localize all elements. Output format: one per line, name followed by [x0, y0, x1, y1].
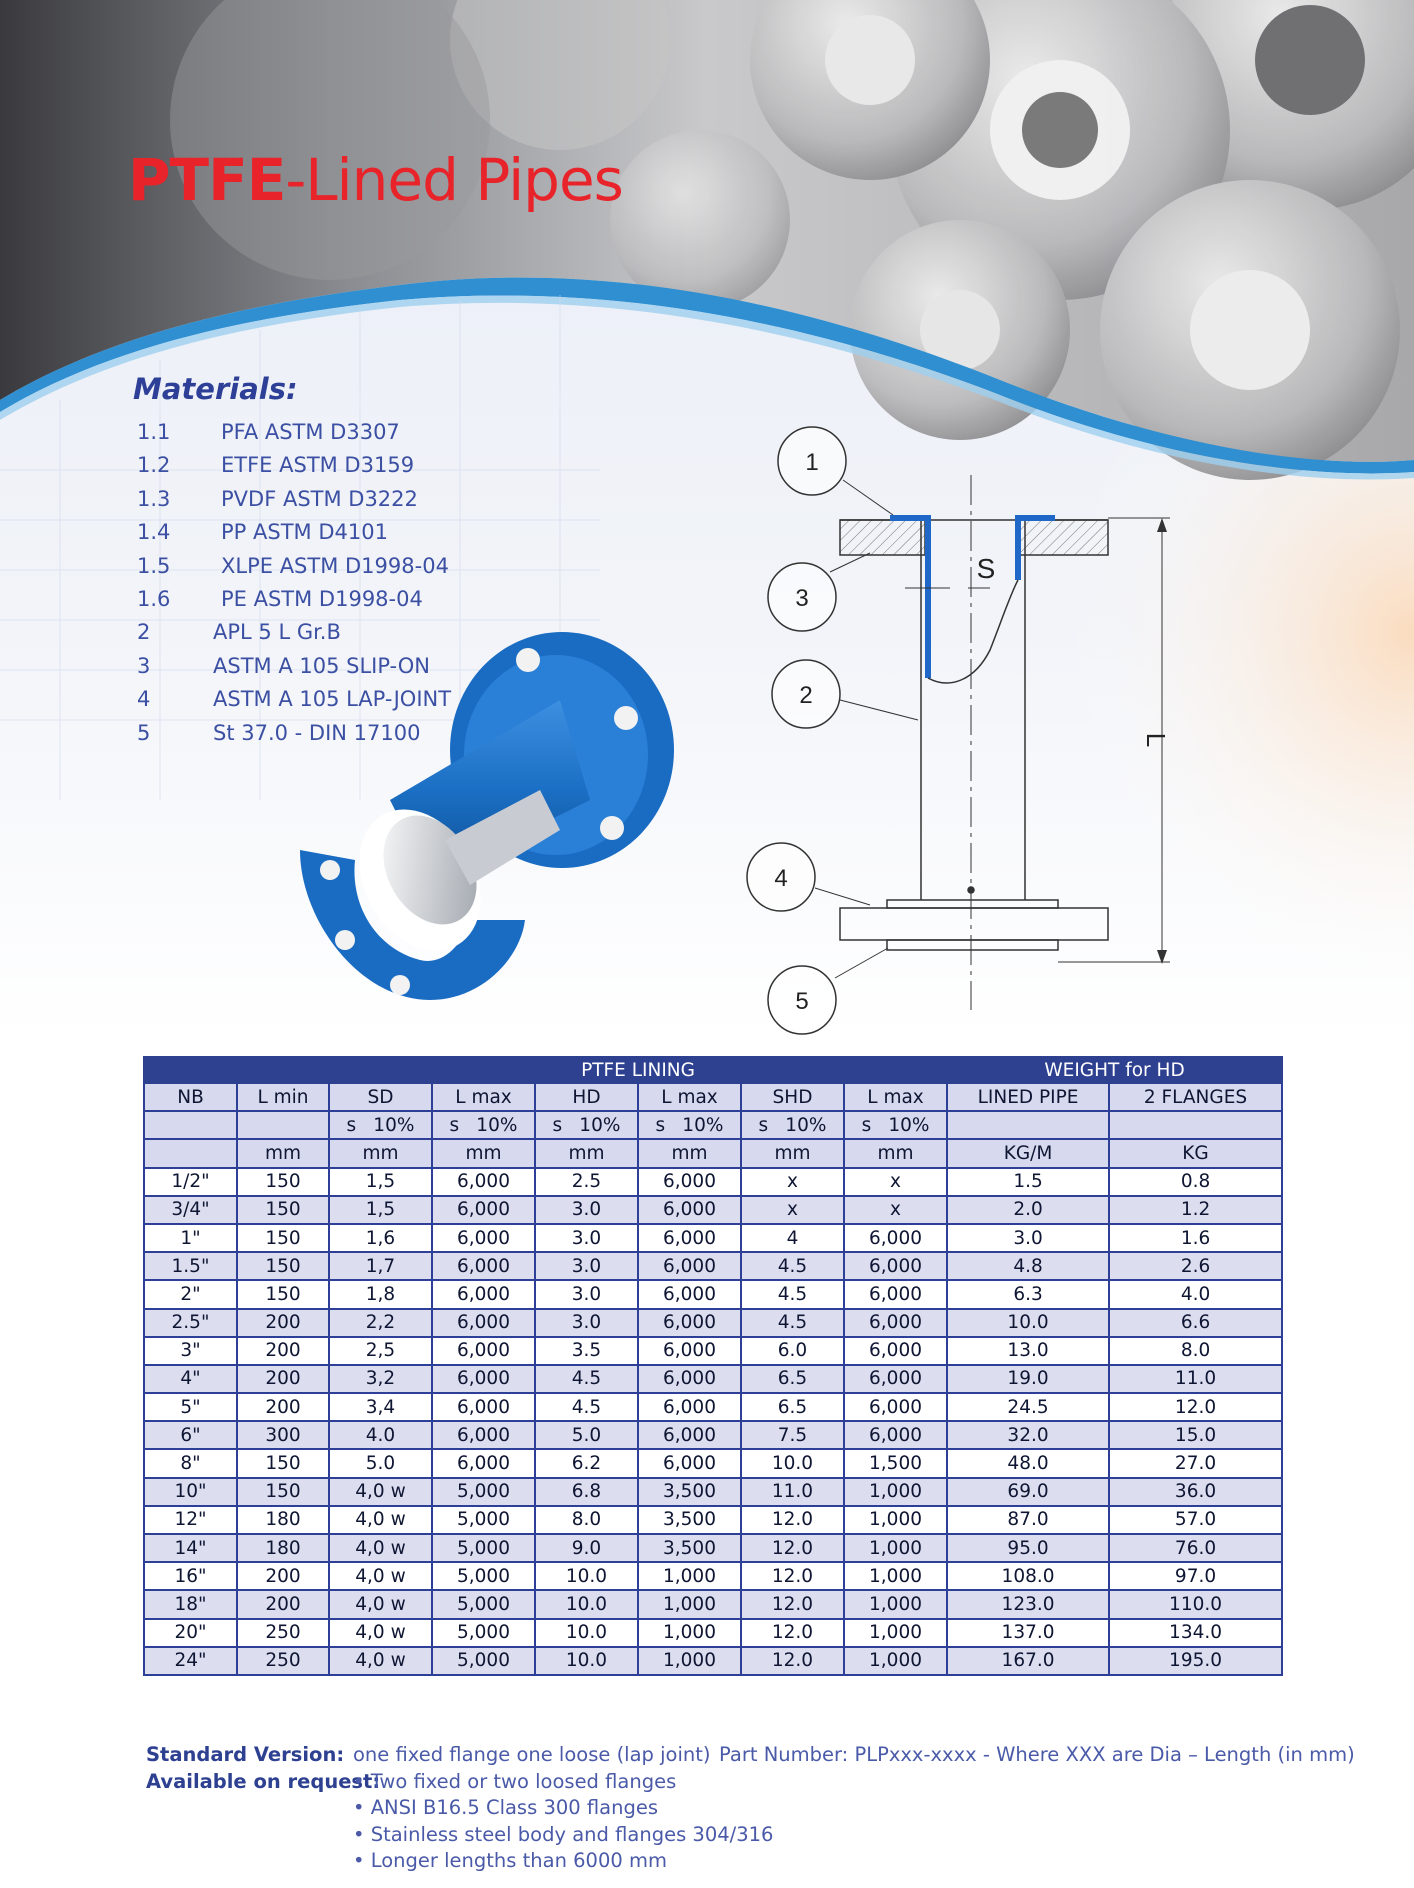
material-text: St 37.0 - DIN 17100 — [213, 720, 421, 745]
table-cell: 6.8 — [535, 1478, 638, 1506]
tol-cell — [741, 1111, 844, 1139]
table-cell: 4,0 w — [329, 1534, 432, 1562]
callout-4: 4 — [774, 865, 788, 892]
table-cell: 1.5 — [947, 1168, 1109, 1196]
table-cell: 150 — [237, 1168, 329, 1196]
table-cell: 1,000 — [844, 1590, 947, 1618]
table-cell: 5,000 — [432, 1562, 535, 1590]
table-cell: 6,000 — [432, 1421, 535, 1449]
table-cell: 200 — [237, 1562, 329, 1590]
material-num: 1.1 — [137, 420, 171, 444]
table-cell: 6,000 — [638, 1337, 741, 1365]
group-ptfe-lining: PTFE LINING — [329, 1057, 947, 1083]
table-row — [144, 1562, 1282, 1590]
table-cell: 1,000 — [844, 1619, 947, 1647]
table-cell: 180 — [237, 1534, 329, 1562]
table-cell: 4,0 w — [329, 1619, 432, 1647]
available-on-request-label: Available on request: — [146, 1769, 381, 1793]
table-row — [144, 1421, 1282, 1449]
material-text: XLPE ASTM D1998-04 — [221, 553, 449, 578]
tol-val: 10% — [888, 1114, 930, 1136]
table-row — [144, 1619, 1282, 1647]
table-cell: 18" — [144, 1590, 237, 1618]
table-cell: 2.5" — [144, 1309, 237, 1337]
table-cell: 6.5 — [741, 1365, 844, 1393]
material-num: 1.2 — [137, 453, 171, 478]
table-cell: 8" — [144, 1449, 237, 1477]
table-cell: 137.0 — [947, 1619, 1109, 1647]
table-cell: x — [741, 1196, 844, 1224]
table-cell: 6,000 — [638, 1224, 741, 1252]
table-cell: 6,000 — [638, 1280, 741, 1308]
table-cell: 2.6 — [1109, 1252, 1282, 1280]
table-cell: 8.0 — [535, 1506, 638, 1534]
table-cell: 9.0 — [535, 1534, 638, 1562]
table-cell: 76.0 — [1109, 1534, 1282, 1562]
table-cell: 5.0 — [329, 1449, 432, 1477]
table-cell: 10.0 — [535, 1647, 638, 1675]
request-item: • ANSI B16.5 Class 300 flanges — [353, 1796, 658, 1819]
table-cell: 3.0 — [535, 1196, 638, 1224]
table-cell: 3,2 — [329, 1365, 432, 1393]
table-cell: 6,000 — [844, 1365, 947, 1393]
table-cell: 1,8 — [329, 1280, 432, 1308]
table-cell: 3,500 — [638, 1506, 741, 1534]
table-cell: 32.0 — [947, 1421, 1109, 1449]
table-cell: 4.8 — [947, 1252, 1109, 1280]
material-text: ETFE ASTM D3159 — [221, 453, 415, 478]
table-cell: 250 — [237, 1647, 329, 1675]
col-2-flanges: 2 FLANGES — [1109, 1083, 1282, 1111]
standard-version-label: Standard Version: — [146, 1743, 345, 1766]
table-cell: 69.0 — [947, 1478, 1109, 1506]
col-nb: NB — [144, 1083, 237, 1111]
technical-drawing — [747, 427, 1170, 1034]
material-num: 1.5 — [137, 553, 171, 578]
table-cell: 6,000 — [844, 1421, 947, 1449]
unit-cell: mm — [237, 1139, 329, 1167]
tol-cell — [844, 1111, 947, 1139]
tol-val: 10% — [373, 1114, 415, 1136]
tol-val: 10% — [785, 1114, 827, 1136]
table-cell: 200 — [237, 1393, 329, 1421]
table-cell: 20" — [144, 1619, 237, 1647]
table-cell: 3.0 — [535, 1309, 638, 1337]
table-cell: 1,000 — [844, 1506, 947, 1534]
table-cell: 12.0 — [741, 1619, 844, 1647]
table-cell: 3.5 — [535, 1337, 638, 1365]
table-cell: 6,000 — [638, 1168, 741, 1196]
table-cell: 180 — [237, 1506, 329, 1534]
material-num: 2 — [137, 620, 151, 645]
material-text: ASTM A 105 LAP-JOINT — [213, 687, 452, 712]
table-cell: 2,2 — [329, 1309, 432, 1337]
callout-3: 3 — [795, 585, 809, 612]
table-cell: 6,000 — [432, 1224, 535, 1252]
table-cell: 16" — [144, 1562, 237, 1590]
table-cell: 3,500 — [638, 1534, 741, 1562]
table-cell: 6,000 — [638, 1252, 741, 1280]
table-cell: 6,000 — [638, 1393, 741, 1421]
tol-sym: s — [861, 1114, 872, 1136]
table-cell: 4,0 w — [329, 1478, 432, 1506]
table-cell: 11.0 — [1109, 1365, 1282, 1393]
table-cell: x — [741, 1168, 844, 1196]
table-cell: 1,5 — [329, 1196, 432, 1224]
table-cell: 3.0 — [535, 1224, 638, 1252]
table-cell: 19.0 — [947, 1365, 1109, 1393]
tol-sym: s — [346, 1114, 357, 1136]
table-row — [144, 1534, 1282, 1562]
material-num: 1.6 — [137, 586, 171, 611]
table-row — [144, 1506, 1282, 1534]
table-cell: 6,000 — [844, 1280, 947, 1308]
table-cell: 200 — [237, 1590, 329, 1618]
material-text: APL 5 L Gr.B — [213, 620, 341, 645]
table-cell: 4 — [741, 1224, 844, 1252]
table-cell: 8.0 — [1109, 1337, 1282, 1365]
table-cell: 1,000 — [638, 1647, 741, 1675]
table-cell: x — [844, 1168, 947, 1196]
table-cell: 150 — [237, 1280, 329, 1308]
table-row — [144, 1196, 1282, 1224]
material-num: 4 — [137, 687, 151, 712]
col-hd: HD — [535, 1083, 638, 1111]
table-cell: 150 — [237, 1196, 329, 1224]
table-cell: 6,000 — [638, 1421, 741, 1449]
material-num: 3 — [137, 653, 151, 678]
table-cell: 4,0 w — [329, 1647, 432, 1675]
unit-cell — [144, 1139, 237, 1167]
table-cell: 4.5 — [741, 1280, 844, 1308]
col-shd: SHD — [741, 1083, 844, 1111]
table-cell: 1.5" — [144, 1252, 237, 1280]
table-cell: 36.0 — [1109, 1478, 1282, 1506]
table-cell: 2,5 — [329, 1337, 432, 1365]
table-cell: 6,000 — [844, 1224, 947, 1252]
table-cell: 24" — [144, 1647, 237, 1675]
table-cell: 2" — [144, 1280, 237, 1308]
table-cell: 2.5 — [535, 1168, 638, 1196]
unit-cell: mm — [741, 1139, 844, 1167]
table-row — [144, 1449, 1282, 1477]
table-cell: 4.5 — [535, 1365, 638, 1393]
table-cell: 12.0 — [741, 1534, 844, 1562]
tol-sym: s — [655, 1114, 666, 1136]
tol-cell — [535, 1111, 638, 1139]
table-cell: 5" — [144, 1393, 237, 1421]
tol-cell — [432, 1111, 535, 1139]
table-cell: 1.6 — [1109, 1224, 1282, 1252]
table-cell: 5,000 — [432, 1590, 535, 1618]
table-cell: 7.5 — [741, 1421, 844, 1449]
unit-cell: KG — [1109, 1139, 1282, 1167]
table-cell: 4.5 — [741, 1252, 844, 1280]
table-cell: 3,4 — [329, 1393, 432, 1421]
tol-sym: s — [758, 1114, 769, 1136]
tol-val: 10% — [682, 1114, 724, 1136]
table-cell: 5,000 — [432, 1647, 535, 1675]
table-cell: 3.0 — [535, 1280, 638, 1308]
material-num: 5 — [137, 720, 151, 745]
table-cell: 57.0 — [1109, 1506, 1282, 1534]
table-cell: 15.0 — [1109, 1421, 1282, 1449]
table-cell: 150 — [237, 1449, 329, 1477]
col-lmax-shd: L max — [844, 1083, 947, 1111]
material-num: 1.3 — [137, 486, 171, 511]
table-cell: 6,000 — [432, 1365, 535, 1393]
title-rest: -Lined Pipes — [285, 146, 623, 214]
unit-cell: mm — [638, 1139, 741, 1167]
table-row — [144, 1224, 1282, 1252]
col-lined-pipe: LINED PIPE — [947, 1083, 1109, 1111]
table-row — [144, 1168, 1282, 1196]
table-cell: 6,000 — [432, 1168, 535, 1196]
table-cell: 6" — [144, 1421, 237, 1449]
material-text: PE ASTM D1998-04 — [221, 586, 423, 611]
table-group-header — [144, 1057, 1282, 1083]
table-cell: 12.0 — [741, 1647, 844, 1675]
table-cell: 6.0 — [741, 1337, 844, 1365]
table-cell: 150 — [237, 1478, 329, 1506]
table-cell: 3,500 — [638, 1478, 741, 1506]
col-lmax-sd: L max — [432, 1083, 535, 1111]
unit-cell: mm — [535, 1139, 638, 1167]
table-cell: 14" — [144, 1534, 237, 1562]
table-row — [144, 1365, 1282, 1393]
table-cell: 13.0 — [947, 1337, 1109, 1365]
table-cell: 6,000 — [432, 1309, 535, 1337]
table-cell: 10.0 — [947, 1309, 1109, 1337]
callout-2: 2 — [799, 682, 813, 709]
request-item: • Longer lengths than 6000 mm — [353, 1849, 667, 1872]
table-cell: 167.0 — [947, 1647, 1109, 1675]
material-text: ASTM A 105 SLIP-ON — [213, 653, 430, 678]
table-cell: 6,000 — [432, 1337, 535, 1365]
table-cell: 1,500 — [844, 1449, 947, 1477]
table-cell: 1,000 — [638, 1590, 741, 1618]
material-text: PP ASTM D4101 — [221, 520, 388, 545]
table-cell: 4" — [144, 1365, 237, 1393]
table-cell: 5.0 — [535, 1421, 638, 1449]
table-cell: 4,0 w — [329, 1590, 432, 1618]
table-cell: 10.0 — [535, 1619, 638, 1647]
table-row — [144, 1590, 1282, 1618]
group-blank — [144, 1057, 329, 1083]
dimension-l-label: L — [1141, 732, 1171, 748]
table-cell: 1,000 — [638, 1562, 741, 1590]
table-cell: 27.0 — [1109, 1449, 1282, 1477]
tol-val: 10% — [476, 1114, 518, 1136]
table-cell: 4.5 — [535, 1393, 638, 1421]
table-cell: 3/4" — [144, 1196, 237, 1224]
table-cell: 12.0 — [741, 1506, 844, 1534]
table-cell: 3.0 — [947, 1224, 1109, 1252]
table-cell: 3.0 — [535, 1252, 638, 1280]
table-cell: 10.0 — [535, 1562, 638, 1590]
table-cell: 150 — [237, 1224, 329, 1252]
table-cell: 108.0 — [947, 1562, 1109, 1590]
tol-blank — [1109, 1111, 1282, 1139]
table-cell: 5,000 — [432, 1534, 535, 1562]
table-cell: 123.0 — [947, 1590, 1109, 1618]
table-cell: 11.0 — [741, 1478, 844, 1506]
table-cell: 6,000 — [432, 1252, 535, 1280]
table-cell: 6.6 — [1109, 1309, 1282, 1337]
table-cell: 0.8 — [1109, 1168, 1282, 1196]
table-cell: 1,7 — [329, 1252, 432, 1280]
table-cell: 1" — [144, 1224, 237, 1252]
table-body — [144, 1168, 1282, 1675]
table-cell: 12.0 — [1109, 1393, 1282, 1421]
table-cell: 6,000 — [432, 1449, 535, 1477]
table-cell: 6.3 — [947, 1280, 1109, 1308]
table-cell: 200 — [237, 1337, 329, 1365]
table-cell: 1,000 — [844, 1562, 947, 1590]
table-row — [144, 1309, 1282, 1337]
table-row — [144, 1393, 1282, 1421]
table-cell: 4,0 w — [329, 1506, 432, 1534]
table-cell: 110.0 — [1109, 1590, 1282, 1618]
table-cell: 6,000 — [844, 1337, 947, 1365]
table-column-header — [144, 1083, 1282, 1111]
table-cell: 6.5 — [741, 1393, 844, 1421]
table-cell: 1.2 — [1109, 1196, 1282, 1224]
tol-cell — [638, 1111, 741, 1139]
table-units-row — [144, 1139, 1282, 1167]
dimension-s-label: S — [976, 553, 996, 584]
page-title — [128, 146, 623, 214]
tol-val: 10% — [579, 1114, 621, 1136]
material-num: 1.4 — [137, 520, 171, 545]
table-cell: 12.0 — [741, 1562, 844, 1590]
part-number-note: Part Number: PLPxxx-xxxx - Where XXX are Dia – Length (in mm) — [719, 1743, 1355, 1766]
unit-cell: KG/M — [947, 1139, 1109, 1167]
callout-1: 1 — [805, 449, 819, 476]
table-cell: 1,000 — [844, 1478, 947, 1506]
table-cell: 6,000 — [432, 1196, 535, 1224]
table-row — [144, 1337, 1282, 1365]
table-cell: 134.0 — [1109, 1619, 1282, 1647]
table-cell: 1/2" — [144, 1168, 237, 1196]
table-cell: 97.0 — [1109, 1562, 1282, 1590]
table-cell: 300 — [237, 1421, 329, 1449]
table-cell: 4.0 — [1109, 1280, 1282, 1308]
table-cell: 12" — [144, 1506, 237, 1534]
table-cell: 4,0 w — [329, 1562, 432, 1590]
table-cell: 6,000 — [844, 1309, 947, 1337]
table-cell: 200 — [237, 1309, 329, 1337]
table-cell: 6,000 — [638, 1196, 741, 1224]
tol-blank — [144, 1111, 237, 1139]
table-cell: 2.0 — [947, 1196, 1109, 1224]
table-row — [144, 1280, 1282, 1308]
spec-table-wrapper — [143, 1056, 1281, 1676]
table-cell: 4.5 — [741, 1309, 844, 1337]
table-tolerance-row — [144, 1111, 1282, 1139]
tol-cell — [329, 1111, 432, 1139]
table-cell: 10" — [144, 1478, 237, 1506]
spec-table — [143, 1056, 1283, 1676]
col-lmin: L min — [237, 1083, 329, 1111]
tol-blank — [237, 1111, 329, 1139]
request-item: • Stainless steel body and flanges 304/316 — [353, 1822, 774, 1846]
standard-version-value: one fixed flange one loose (lap joint) — [353, 1743, 711, 1766]
table-cell: 6,000 — [844, 1252, 947, 1280]
material-text: PFA ASTM D3307 — [221, 420, 400, 444]
table-cell: 10.0 — [535, 1590, 638, 1618]
col-sd: SD — [329, 1083, 432, 1111]
callout-5: 5 — [795, 988, 809, 1015]
table-cell: 10.0 — [741, 1449, 844, 1477]
unit-cell: mm — [844, 1139, 947, 1167]
request-item: • Two fixed or two loosed flanges — [353, 1769, 677, 1793]
table-cell: 24.5 — [947, 1393, 1109, 1421]
table-cell: 1,6 — [329, 1224, 432, 1252]
unit-cell: mm — [432, 1139, 535, 1167]
table-cell: 6,000 — [432, 1280, 535, 1308]
table-row — [144, 1478, 1282, 1506]
table-cell: 5,000 — [432, 1619, 535, 1647]
table-row — [144, 1647, 1282, 1675]
materials-heading: Materials: — [133, 372, 298, 406]
table-cell: x — [844, 1196, 947, 1224]
group-weight: WEIGHT for HD — [947, 1057, 1282, 1083]
tol-sym: s — [449, 1114, 460, 1136]
table-cell: 5,000 — [432, 1506, 535, 1534]
table-cell: 95.0 — [947, 1534, 1109, 1562]
table-cell: 6,000 — [638, 1365, 741, 1393]
table-cell: 12.0 — [741, 1590, 844, 1618]
table-cell: 1,000 — [638, 1619, 741, 1647]
material-text: PVDF ASTM D3222 — [221, 486, 418, 511]
table-cell: 200 — [237, 1365, 329, 1393]
table-cell: 3" — [144, 1337, 237, 1365]
table-cell: 6,000 — [638, 1449, 741, 1477]
unit-cell: mm — [329, 1139, 432, 1167]
table-cell: 150 — [237, 1252, 329, 1280]
table-row — [144, 1252, 1282, 1280]
table-cell: 6,000 — [432, 1393, 535, 1421]
table-cell: 250 — [237, 1619, 329, 1647]
table-cell: 1,5 — [329, 1168, 432, 1196]
table-cell: 4.0 — [329, 1421, 432, 1449]
table-cell: 6.2 — [535, 1449, 638, 1477]
tol-sym: s — [552, 1114, 563, 1136]
table-cell: 195.0 — [1109, 1647, 1282, 1675]
table-cell: 48.0 — [947, 1449, 1109, 1477]
title-ptfe: PTFE — [128, 146, 286, 214]
table-cell: 5,000 — [432, 1478, 535, 1506]
table-cell: 6,000 — [638, 1309, 741, 1337]
col-lmax-hd: L max — [638, 1083, 741, 1111]
table-cell: 1,000 — [844, 1647, 947, 1675]
table-cell: 1,000 — [844, 1534, 947, 1562]
table-cell: 6,000 — [844, 1393, 947, 1421]
tol-blank — [947, 1111, 1109, 1139]
table-cell: 87.0 — [947, 1506, 1109, 1534]
